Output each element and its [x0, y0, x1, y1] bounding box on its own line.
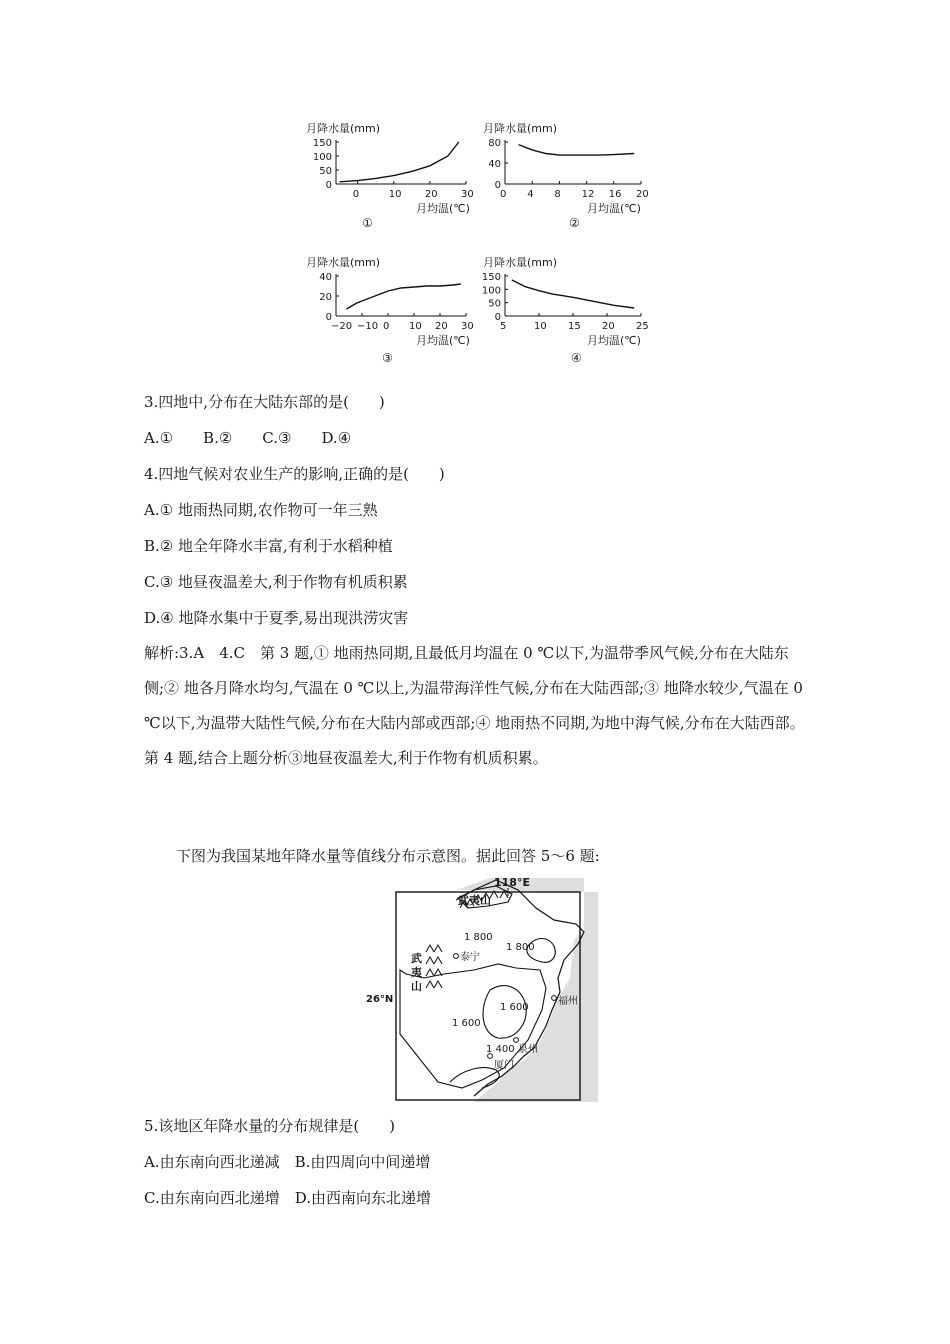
q3-stem: 3.四地中,分布在大陆东部的是( ) — [144, 393, 385, 411]
chart-2-x-tick-label: 20 — [636, 189, 649, 200]
city-xiamen: 厦门 — [494, 1060, 514, 1071]
chart-4-series-line — [512, 280, 634, 308]
chart-3-x-tick-label: 30 — [461, 321, 474, 332]
lon-label: 118°E — [494, 876, 530, 889]
chart-4-y-tick-label: 150 — [481, 272, 501, 283]
isoline-label-1400: 1 400 — [486, 1044, 515, 1055]
chart-1-x-tick-label: 20 — [424, 189, 438, 200]
chart-1-x-title: 月均温(℃) — [416, 202, 470, 215]
climate-charts — [296, 118, 666, 378]
q3-options: A.① B.② C.③ D.④ — [144, 429, 352, 447]
analysis — [144, 636, 814, 776]
q4-option-b: B.② 地全年降水丰富,有利于水稻种植 — [144, 537, 393, 555]
chart-4-y-tick-label: 0 — [494, 312, 501, 323]
chart-2-x-title: 月均温(℃) — [587, 202, 641, 215]
mountain2-label-c: 山 — [411, 980, 422, 993]
q4-stem: 4.四地气候对农业生产的影响,正确的是( ) — [144, 465, 445, 483]
chart-3-y-tick-label: 20 — [319, 292, 332, 303]
chart-2-x-tick-label: 8 — [554, 189, 561, 200]
chart-3-x-tick-label: 20 — [435, 321, 448, 332]
isoline-1400 — [450, 1068, 499, 1088]
q4-option-c: C.③ 地昼夜温差大,利于作物有机质积累 — [144, 573, 408, 591]
lat-label: 26°N — [366, 994, 394, 1005]
city-quanzhou: 泉州 — [518, 1044, 538, 1055]
chart-3-x-tick-label: −20 — [331, 321, 353, 332]
chart-4-y-tick-label: 100 — [481, 285, 501, 297]
q5-stem: 5.该地区年降水量的分布规律是( ) — [144, 1117, 396, 1135]
chart-3-y-tick-label: 40 — [319, 272, 332, 283]
chart-1-y-tick-label: 50 — [319, 166, 332, 177]
chart-4-label: ④ — [571, 351, 582, 365]
city-fuzhou: 福州 — [558, 996, 578, 1007]
chart-4-y-tick-label: 50 — [488, 298, 501, 310]
chart-3-series-line — [346, 284, 460, 309]
chart-1-y-title: 月降水量(mm) — [306, 122, 381, 135]
q4-option-d: D.④ 地降水集中于夏季,易出现洪涝灾害 — [144, 609, 409, 627]
chart-1-y-tick-label: 150 — [312, 138, 332, 149]
city-dot-fuzhou — [552, 996, 557, 1001]
chart-3-x-title: 月均温(℃) — [416, 334, 470, 347]
isoline-label-1600a: 1 600 — [500, 1002, 529, 1013]
chart-2-series-line — [519, 145, 635, 156]
q4-option-a: A.① 地雨热同期,农作物可一年三熟 — [144, 501, 378, 519]
chart-1-series-line — [340, 142, 459, 182]
chart-2-y-tick-label: 80 — [488, 138, 501, 149]
mountain2-label-b: 夷 — [411, 966, 422, 979]
chart-1-x-tick-label: 0 — [352, 189, 360, 200]
chart-4-y-title: 月降水量(mm) — [483, 256, 558, 269]
chart-2-y-tick-label: 40 — [488, 159, 501, 170]
isoline-label-1600b: 1 600 — [452, 1018, 481, 1029]
analysis-text: 解析:3.A 4.C 第 3 题,① 地雨热同期,且最低月均温在 0 ℃以下,为温带季风气候,分布在大陆东侧;② 地各月降水均匀,气温在 0 ℃以上,为温带海洋性气候,分布在大陆西部;③ 地降水较少,气温在 0 ℃以下,为温带大陆性气候,分布在大陆内部或西部;④ 地雨热不同期,为地中海气候,分布在大陆西部。第 4 题,结合上题分析③地昼夜温差大,利于作物有机质积累。 — [144, 644, 805, 767]
chart-4-x-tick-label: 10 — [534, 321, 547, 332]
chart-1-x-tick-label: 30 — [461, 189, 474, 200]
chart-3-y-title: 月降水量(mm) — [306, 256, 381, 269]
chart-2-x-tick-label: 12 — [581, 189, 595, 200]
chart-1-y-tick-label: 0 — [325, 180, 332, 191]
chart-1-x-tick-label: 10 — [388, 189, 402, 200]
chart-1-y-tick-label: 100 — [312, 152, 332, 163]
chart-3-y-tick-label: 0 — [325, 312, 332, 323]
city-taining: 泰宁 — [460, 952, 480, 963]
city-dot-taining — [454, 954, 459, 959]
chart-2-x-tick-label: 4 — [527, 189, 534, 200]
chart-1-label: ① — [362, 216, 373, 230]
chart-2-y-tick-label: 0 — [494, 180, 501, 191]
city-dot-quanzhou — [514, 1038, 519, 1043]
chart-4-x-title: 月均温(℃) — [587, 334, 641, 347]
chart-2 — [481, 118, 661, 228]
mountain2-label-a: 武 — [411, 952, 422, 965]
chart-2-x-tick-label: 0 — [500, 189, 507, 200]
chart-3-label: ③ — [382, 351, 393, 365]
chart-4-x-tick-label: 20 — [602, 321, 615, 332]
chart-4-x-tick-label: 25 — [636, 321, 649, 332]
chart-2-label: ② — [569, 216, 580, 230]
chart-3-x-tick-label: −10 — [357, 321, 379, 332]
chart-4-x-tick-label: 15 — [568, 321, 581, 332]
map-intro: 下图为我国某地年降水量等值线分布示意图。据此回答 5～6 题: — [176, 847, 600, 865]
isoline-label-1800b: 1 800 — [506, 942, 535, 953]
chart-3 — [296, 252, 476, 368]
chart-2-y-title: 月降水量(mm) — [483, 122, 558, 135]
isoline-label-1800a: 1 800 — [464, 932, 493, 943]
chart-3-x-tick-label: 10 — [409, 321, 422, 332]
precipitation-map — [366, 870, 598, 1102]
chart-4-x-tick-label: 5 — [500, 321, 507, 332]
chart-1 — [296, 118, 476, 228]
chart-3-x-tick-label: 0 — [383, 321, 390, 332]
mountain1-label: 武夷山 — [458, 894, 491, 907]
q5-options-cd: C.由东南向西北递增 D.由西南向东北递增 — [144, 1189, 431, 1207]
q5-options-ab: A.由东南向西北递减 B.由四周向中间递增 — [144, 1153, 431, 1171]
chart-2-x-tick-label: 16 — [608, 189, 622, 200]
chart-4 — [481, 252, 661, 368]
